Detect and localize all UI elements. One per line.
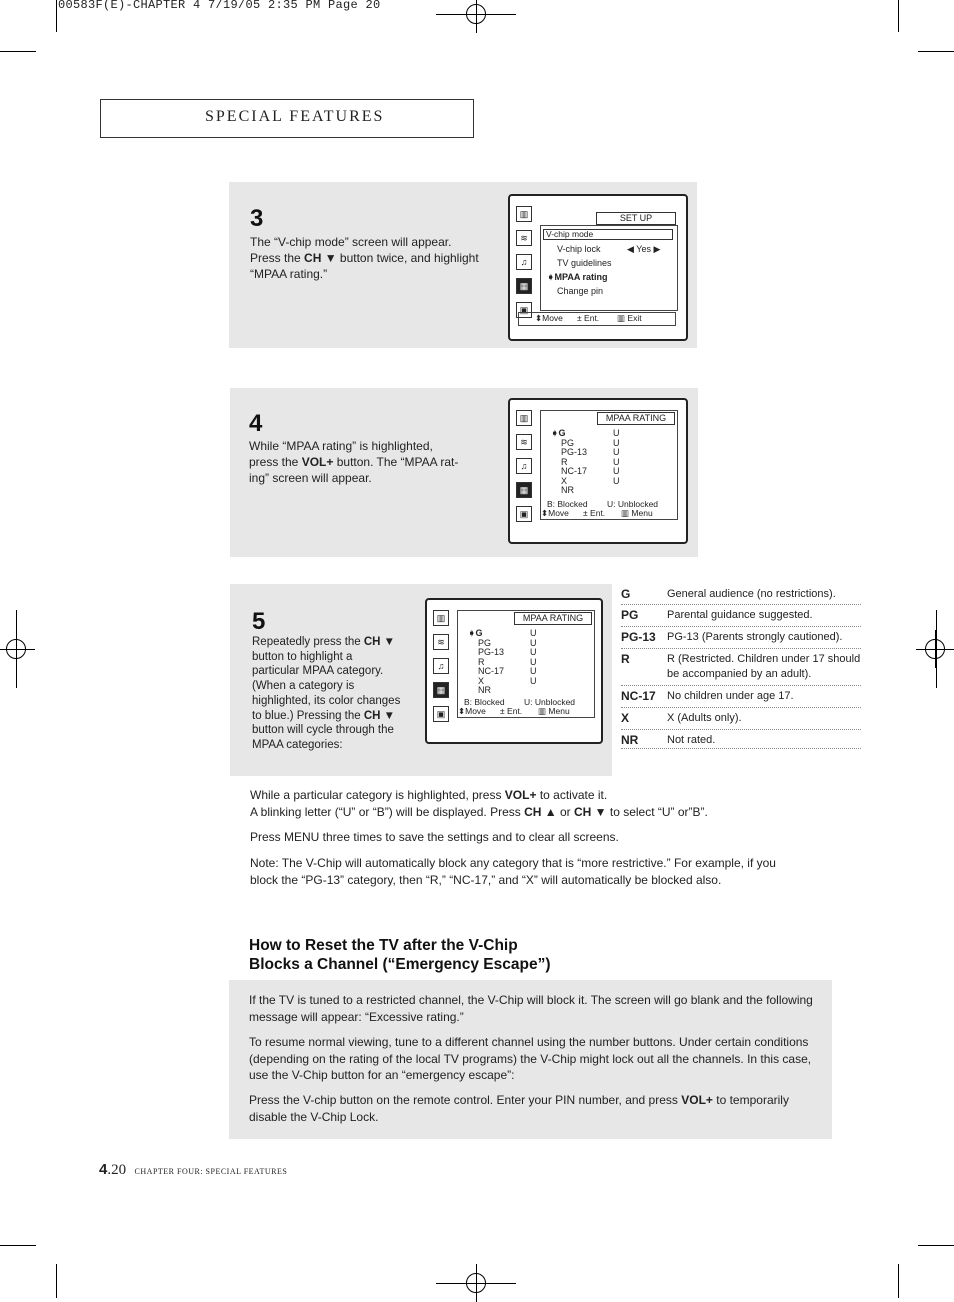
tv-guidelines-item: TV guidelines xyxy=(557,258,612,268)
sound-icon: ≋ xyxy=(516,434,532,450)
setup-icon: ▦ xyxy=(516,278,532,294)
section-title: SPECIAL FEATURES xyxy=(205,108,385,125)
enter-icon: ± xyxy=(577,313,582,323)
picture-icon: ▥ xyxy=(516,206,532,222)
text-line: While “MPAA rating” is highlighted, xyxy=(249,439,433,453)
text-line: Repeatedly press the CH ▼ xyxy=(252,636,396,648)
registration-mark-top xyxy=(457,0,495,33)
step-number: 3 xyxy=(250,205,264,232)
text-line: Press the CH ▼ button twice, and highlight xyxy=(250,251,479,265)
move-arrows-icon: ⬍ xyxy=(535,313,543,323)
change-pin-item: Change pin xyxy=(557,286,604,296)
channel-icon: ♫ xyxy=(516,458,532,474)
picture-icon: ▥ xyxy=(516,410,532,426)
rating-row: PG-13 PG-13 (Parents strongly cautioned). xyxy=(621,627,861,649)
move-arrows-icon: ⬍ xyxy=(458,706,466,716)
enter-icon: ± xyxy=(500,706,505,716)
crop-mark xyxy=(0,51,36,52)
rating-row: PG Parental guidance suggested. xyxy=(621,605,861,627)
instruction-1: While a particular category is highlighted, press VOL+ to activate it. xyxy=(250,788,608,802)
pointer-icon: ➧ xyxy=(468,628,476,638)
rating-row: R R (Restricted. Children under 17 should be accompanied by an adult). xyxy=(621,649,861,686)
note-text: Note: The V-Chip will automatically block any category that is “more restrictive.” For example, if you block the “PG-13” category, then “R,” “NC-17,” and “X” will automatically be blocked also. xyxy=(250,856,776,887)
crop-mark xyxy=(436,1283,516,1284)
menu-icon: ▥ xyxy=(621,508,630,518)
text-line: press the VOL+ button. The “MPAA rat- xyxy=(249,455,459,469)
reset-para-1: If the TV is tuned to a restricted channel, the V-Chip will block it. The screen will go blank and the following message will appear: “Excessive rating.” xyxy=(249,993,813,1024)
menu-icon: ▥ xyxy=(617,313,626,323)
step-3-text xyxy=(250,234,490,282)
channel-icon: ♫ xyxy=(433,658,449,674)
screen-title: MPAA RATING xyxy=(597,412,675,425)
sound-icon: ≋ xyxy=(433,634,449,650)
crop-mark xyxy=(918,1245,954,1246)
crop-mark xyxy=(436,14,516,15)
menu-area xyxy=(540,225,678,311)
reset-para-3: Press the V-chip button on the remote control. Enter your PIN number, and press VOL+ to temporarily disable the V-Chip Lock. xyxy=(249,1093,789,1124)
menu-icon-column xyxy=(433,610,449,730)
registration-mark-left xyxy=(0,630,35,668)
page-subnumber: .20 xyxy=(107,1162,127,1178)
vchip-mode-label: V-chip mode xyxy=(543,229,673,240)
mpaa-rating-item: ➧MPAA rating xyxy=(547,272,608,282)
tv-screen-setup xyxy=(508,194,688,341)
rating-row: NC-17 No children under age 17. xyxy=(621,686,861,708)
section-title-box xyxy=(100,99,474,138)
text-line: “MPAA rating.” xyxy=(250,267,328,281)
input-icon: ▣ xyxy=(516,506,532,522)
crop-mark xyxy=(56,1264,57,1298)
step-5-text xyxy=(252,635,422,753)
pointer-icon: ➧ xyxy=(547,272,555,282)
setup-icon: ▦ xyxy=(433,682,449,698)
screen-title: SET UP xyxy=(596,212,676,225)
tv-screen-mpaa xyxy=(508,398,688,544)
text-line: MPAA categories: xyxy=(252,738,343,751)
print-header: 00583F(E)-CHAPTER 4 7/19/05 2:35 PM Page 20 xyxy=(58,0,381,12)
channel-icon: ♫ xyxy=(516,254,532,270)
crop-mark xyxy=(16,610,17,688)
text-line: ing” screen will appear. xyxy=(249,471,372,485)
section-heading: How to Reset the TV after the V-Chip Blocks a Channel (“Emergency Escape”) xyxy=(249,937,551,973)
page-footer xyxy=(99,1161,287,1179)
text-line: The “V-chip mode” screen will appear. xyxy=(250,235,452,249)
menu-area: MPAA RATING ➧G PG PG-13 R NC-17 X NR U U U U U U B: Blocked U: Unblocked ⬍Move ± Ent. ▥ Menu xyxy=(540,410,678,520)
instruction-3: Press MENU three times to save the settings and to clear all screens. xyxy=(250,830,619,844)
step-number: 5 xyxy=(252,608,266,635)
rating-row: NR Not rated. xyxy=(621,730,861,749)
sound-icon: ≋ xyxy=(516,230,532,246)
text-line: (When a category is xyxy=(252,680,355,693)
crop-mark xyxy=(898,0,899,32)
crop-mark xyxy=(936,610,937,688)
rating-row: X X (Adults only). xyxy=(621,708,861,730)
input-icon: ▣ xyxy=(516,302,532,318)
legend-line: B: Blocked U: Unblocked xyxy=(547,499,659,509)
menu-area: MPAA RATING ➧G PG PG-13 R NC-17 X NR U U U U U U B: Blocked U: Unblocked ⬍Move ± Ent. ▥ Menu xyxy=(457,610,595,718)
chapter-label: CHAPTER FOUR: SPECIAL FEATURES xyxy=(134,1167,288,1176)
page-number: 4 xyxy=(99,1161,108,1178)
enter-icon: ± xyxy=(583,508,588,518)
text-line: highlighted, its color changes xyxy=(252,694,401,707)
step-number: 4 xyxy=(249,410,263,437)
menu-icon-column xyxy=(516,206,532,326)
vchip-lock-item: V-chip lock ◀ Yes ▶ xyxy=(557,244,661,254)
instruction-2: A blinking letter (“U” or “B”) will be displayed. Press CH ▲ or CH ▼ to select “U” or”B”. xyxy=(250,805,708,819)
registration-mark-right xyxy=(916,630,954,668)
crop-mark xyxy=(0,1245,36,1246)
screen-title: MPAA RATING xyxy=(514,612,592,625)
menu-icon: ▥ xyxy=(538,706,547,716)
crop-mark xyxy=(918,51,954,52)
picture-icon: ▥ xyxy=(433,610,449,626)
rating-list: ➧G PG PG-13 R NC-17 X NR xyxy=(468,628,505,695)
text-line: to blue.) Pressing the CH ▼ xyxy=(252,709,396,722)
text-line: button to highlight a xyxy=(252,650,353,663)
rating-row: G General audience (no restrictions). xyxy=(621,584,861,605)
text-line: particular MPAA category. xyxy=(252,665,384,678)
screen-footer: ⬍Move ± Ent. ▥ Exit xyxy=(518,312,676,326)
rating-values: U U U U U U xyxy=(613,428,620,486)
text-line: button will cycle through the xyxy=(252,724,394,737)
menu-icon-column xyxy=(516,410,532,530)
rating-values: U U U U U U xyxy=(530,628,537,686)
crop-mark xyxy=(898,1264,899,1298)
reset-para-2: To resume normal viewing, tune to a different channel using the number buttons. Under certain conditions (depending on the rating of the local TV programs) the V-Chip might lock out all the channels. In this case, use the V-Chip button for an “emergency escape”: xyxy=(249,1035,812,1082)
input-icon: ▣ xyxy=(433,706,449,722)
move-arrows-icon: ⬍ xyxy=(541,508,549,518)
step-4-text xyxy=(249,438,469,486)
setup-icon: ▦ xyxy=(516,482,532,498)
rating-list: ➧G PG PG-13 R NC-17 X NR xyxy=(551,428,588,495)
legend-line: B: Blocked U: Unblocked xyxy=(464,697,576,707)
tv-screen-mpaa xyxy=(425,598,603,744)
crop-mark xyxy=(56,0,57,32)
pointer-icon: ➧ xyxy=(551,428,559,438)
